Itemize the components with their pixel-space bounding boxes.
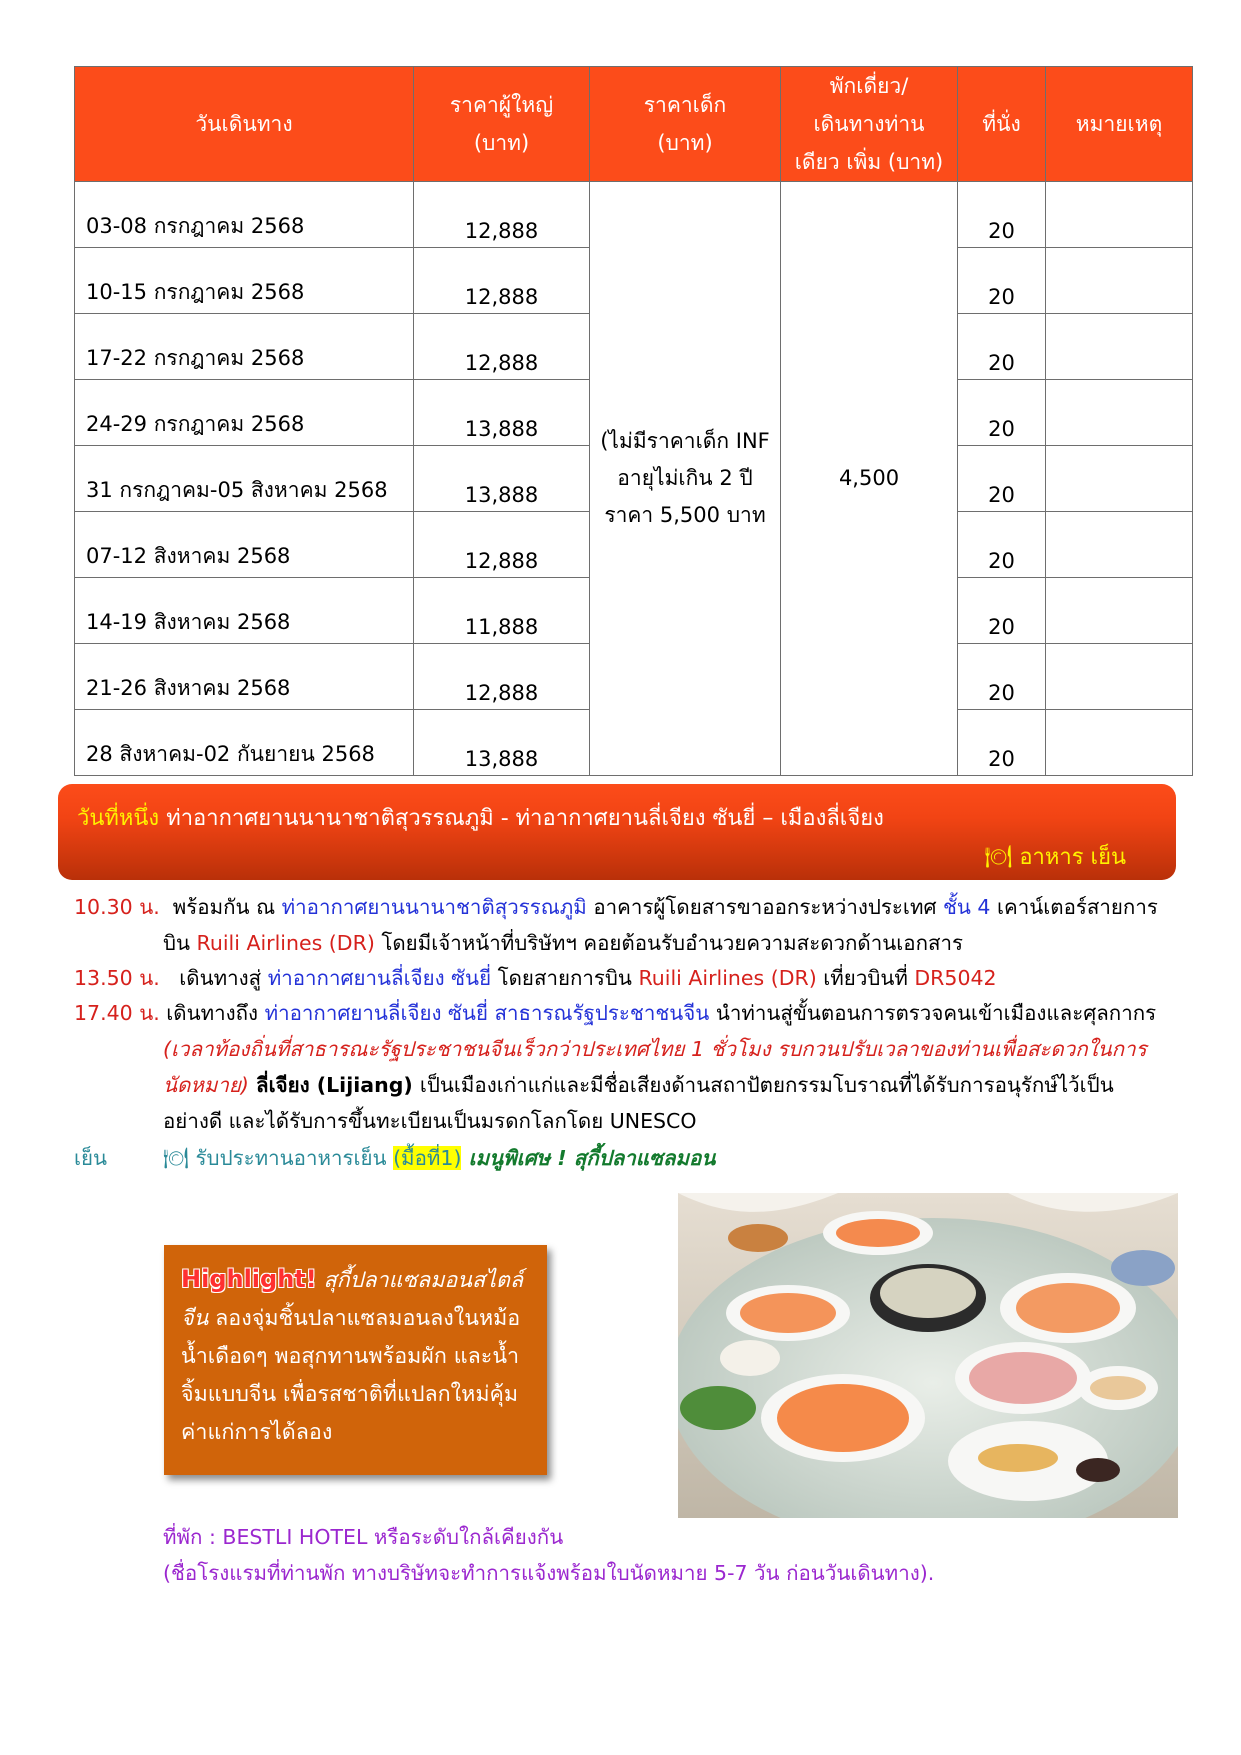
itinerary-text: นำท่านสู่ขั้นตอนการตรวจคนเข้าเมืองและศุลกากร [709,1001,1157,1025]
hotel-note: (ชื่อโรงแรมที่ท่านพัก ทางบริษัทจะทำการแจ้งพร้อมใบนัดหมาย 5-7 วัน ก่อนวันเดินทาง). [163,1561,935,1585]
itinerary-text: อาคารผู้โดยสารขาออกระหว่างประเทศ [586,895,943,919]
remarks-cell [1046,380,1193,446]
adult-price-cell: 12,888 [414,314,590,380]
day-one-header [58,784,1176,880]
floor-label: ชั้น 4 [942,895,991,919]
hotel-line: ที่พัก : BESTLI HOTEL หรือระดับใกล้เคียงกัน [163,1525,564,1549]
airport-name: ท่าอากาศยานลี่เจียง ซันยี่ [267,966,492,990]
seats-cell: 20 [958,446,1046,512]
itinerary-text: เคาน์เตอร์สายการ [990,895,1158,919]
timezone-note: (เวลาท้องถิ่นที่สาธารณะรัฐประชาชนจีนเร็วกว่าประเทศไทย 1 ชั่วโมง รบกวนปรับเวลาของท่านเพื่อสะดวกในการ [163,1037,1147,1061]
itinerary-line-6 [163,1067,1114,1103]
day-label: วันที่หนึ่ง [77,806,160,831]
itinerary-text: เดินทางสู่ [179,966,268,990]
travel-date-cell: 10-15 กรกฎาคม 2568 [75,248,414,314]
remarks-cell [1046,644,1193,710]
dinner-text: รับประทานอาหารเย็น [189,1146,394,1170]
adult-price-cell: 13,888 [414,380,590,446]
single-supplement-cell: 4,500 [781,182,958,776]
seats-cell: 20 [958,644,1046,710]
seats-cell: 20 [958,512,1046,578]
header-remarks [1046,67,1193,182]
itinerary-text: โดยมีเจ้าหน้าที่บริษัทฯ คอยต้อนรับอำนวยความสะดวกด้านเอกสาร [374,931,964,955]
header-seats [958,67,1046,182]
travel-date-cell: 31 กรกฎาคม-05 สิงหาคม 2568 [75,446,414,512]
meal-text: อาหาร เย็น [1019,845,1126,870]
travel-date-cell: 21-26 สิงหาคม 2568 [75,644,414,710]
header-label: พักเดี่ยว/ เดินทางท่าน เดียว เพิ่ม (บาท) [794,74,944,174]
remarks-cell [1046,578,1193,644]
travel-date-cell: 17-22 กรกฎาคม 2568 [75,314,414,380]
itinerary-line-2 [163,925,963,961]
remarks-cell [1046,314,1193,380]
seats-cell: 20 [958,710,1046,776]
highlight-label: Highlight! [181,1265,317,1293]
seats-cell: 20 [958,380,1046,446]
itinerary-text: อย่างดี และได้รับการขึ้นทะเบียนเป็นมรดกโลกโดย UNESCO [163,1109,697,1133]
header-label: ที่นั่ง [982,112,1021,136]
header-label: หมายเหตุ [1075,112,1163,136]
meal-icon: 🍽 [984,845,1013,870]
header-child-price [590,67,781,182]
remarks-cell [1046,182,1193,248]
header-label: ราคาผู้ใหญ่ (บาท) [449,93,554,155]
highlight-title-end: จีน [181,1306,209,1331]
seats-cell: 20 [958,578,1046,644]
dinner-label: เย็น [74,1146,108,1170]
itinerary-text: เดินทางถึง [166,1001,265,1025]
seats-cell: 20 [958,314,1046,380]
itinerary-line-7 [163,1103,697,1139]
salmon-hotpot-photo [678,1193,1178,1518]
dinner-detail [163,1140,715,1176]
travel-date-cell: 07-12 สิงหาคม 2568 [75,512,414,578]
highlight-body: ลองจุ่มชิ้นปลาแซลมอนลงในหม้อน้ำเดือดๆ พอสุกทานพร้อมผัก และน้ำจิ้มแบบจีน เพื่อรสชาติที่แปลกใหม่คุ้มค่าแก่การได้ลอง [181,1306,521,1445]
destination-airport: ท่าอากาศยานลี่เจียง ซันยี่ สาธารณรัฐประชาชนจีน [264,1001,710,1025]
adult-price-cell: 13,888 [414,446,590,512]
remarks-cell [1046,446,1193,512]
child-price-text: (ไม่มีราคาเด็ก INF อายุไม่เกิน 2 ปี ราคา 5,500 บาท [600,429,770,527]
remarks-cell [1046,710,1193,776]
adult-price-cell: 12,888 [414,182,590,248]
meal-number: (มื้อที่1) [393,1146,462,1170]
dinner-line [74,1140,107,1176]
adult-price-cell: 12,888 [414,512,590,578]
travel-date-cell: 28 สิงหาคม-02 กันยายน 2568 [75,710,414,776]
child-price-cell [590,182,781,776]
header-label: วันเดินทาง [195,112,293,136]
adult-price-cell: 13,888 [414,710,590,776]
itinerary-line-4 [74,995,1156,1031]
flight-number: DR5042 [914,966,997,990]
airline-name: Ruili Airlines (DR) [196,931,375,955]
timezone-note-end: นัดหมาย) [163,1073,249,1097]
airline-name: Ruili Airlines (DR) [638,966,817,990]
day-meals [984,839,1126,874]
seats-cell: 20 [958,182,1046,248]
remarks-cell [1046,248,1193,314]
table-header-row [75,67,1193,182]
seats-cell: 20 [958,248,1046,314]
special-menu: เมนูพิเศษ ! สุกี้ปลาแซลมอน [461,1146,716,1170]
time-label: 17.40 น. [74,1001,160,1025]
travel-date-cell: 24-29 กรกฎาคม 2568 [75,380,414,446]
itinerary-line-1 [74,889,1158,925]
header-label: ราคาเด็ก (บาท) [643,93,727,155]
itinerary-text: บิน [163,931,197,955]
table-row [75,182,1193,248]
day-one-title [77,800,884,835]
price-table [74,66,1193,776]
adult-price-cell: 11,888 [414,578,590,644]
time-label: 13.50 น. [74,966,160,990]
itinerary-text: พร้อมกัน ณ [172,895,282,919]
itinerary-text: โดยสายการบิน [491,966,639,990]
highlight-box [164,1245,547,1475]
remarks-cell [1046,512,1193,578]
airport-name: ท่าอากาศยานนานาชาติสุวรรณภูมิ [281,895,587,919]
food-illustration [678,1193,1178,1518]
itinerary-text: เที่ยวบินที่ [816,966,915,990]
travel-date-cell: 14-19 สิงหาคม 2568 [75,578,414,644]
time-label: 10.30 น. [74,895,160,919]
adult-price-cell: 12,888 [414,248,590,314]
itinerary-text: เป็นเมืองเก่าแก่และมีชื่อเสียงด้านสถาปัตยกรรมโบราณที่ได้รับการอนุรักษ์ไว้เป็น [419,1073,1114,1097]
header-single-supplement [781,67,958,182]
day-route: ท่าอากาศยานนานาชาติสุวรรณภูมิ - ท่าอากาศยานลี่เจียง ซันยี่ – เมืองลี่เจียง [166,806,884,831]
header-adult-price [414,67,590,182]
itinerary-line-5 [163,1031,1147,1067]
itinerary-line-3 [74,960,997,996]
adult-price-cell: 12,888 [414,644,590,710]
highlight-title: สุกี้ปลาแซลมอนสไตล์ [316,1268,524,1293]
travel-date-cell: 03-08 กรกฎาคม 2568 [75,182,414,248]
city-name: ลี่เจียง (Lijiang) [248,1073,420,1097]
header-travel-date [75,67,414,182]
dinner-icon: 🍽 [163,1146,190,1170]
